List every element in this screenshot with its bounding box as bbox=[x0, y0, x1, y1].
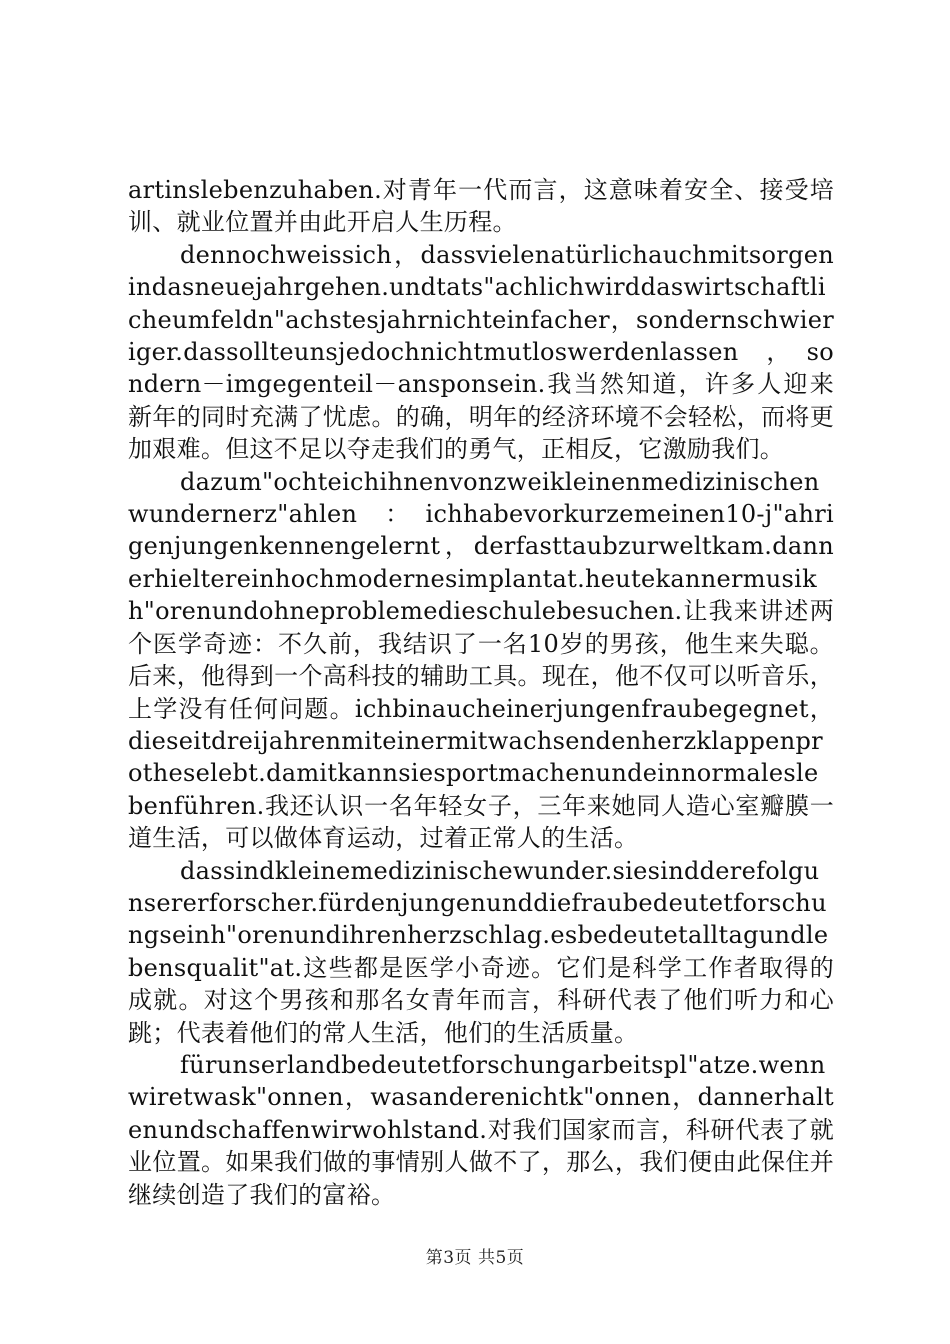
body-text bbox=[128, 174, 834, 1211]
paragraph-1: artinslebenzuhaben.对青年一代而言，这意味着安全、接受培训、就业位置并由此开启人生历程。 bbox=[128, 176, 834, 237]
paragraph-4: dassindkleinemedizinischewunder.siesindderefolgunsererforscher.fürdenjungenunddiefraubedeutetforschungseinh"orenundihrenherzschlag.esbedeutetalltagundlebensqualit"at.这些都是医学小奇迹。它们是科学工作者取得的成就。对这个男孩和那名女青年而言，科研代表了他们听力和心跳；代表着他们的常人生活，他们的生活质量。 bbox=[128, 856, 834, 1047]
paragraph-5: fürunserlandbedeutetforschungarbeitspl"atze.wennwiretwask"onnen，wasanderenichtk"onnen，dannerhaltenundschaffenwirwohlstand.对我们国家而言，科研代表了就业位置。如果我们做的事情别人做不了，那么，我们便由此保住并继续创造了我们的富裕。 bbox=[128, 1050, 834, 1209]
paragraph-2: dennochweissich，dassvielenatürlichauchmitsorgenindasneuejahrgehen.undtats"achlichwirddaswirtschaftlicheumfeldn"achstesjahrnichteinfacher，sondernschwieriger.dassollteunsjedochnichtmutloswerdenlassen ， sondern－imgegenteil－ansponsein.我当然知道，许多人迎来新年的同时充满了忧虑。的确，明年的经济环境不会轻松，而将更加艰难。但这不足以夺走我们的勇气，正相反，它激励我们。 bbox=[128, 240, 834, 464]
paragraph-3: dazum"ochteichihnenvonzweikleinenmedizinischenwundernerz"ahlen ： ichhabevorkurzemeinen10-j"ahrigenjungenkennengelernt，derfasttaubzurweltkam.dannerhieltereinhochmodernesimplantat.heutekannermusikh"orenundohneproblemedieschulebesuchen.让我来讲述两个医学奇迹：不久前，我结识了一名10岁的男孩，他生来失聪。后来，他得到一个高科技的辅助工具。现在，他不仅可以听音乐，上学没有任何问题。ichbinaucheinerjungenfraubegegnet，dieseitdreijahrenmiteinermitwachsendenherzklappenprotheselebt.damitkannsiesportmachenundeinnormaleslebenführen.我还认识一名年轻女子，三年来她同人造心室瓣膜一道生活，可以做体育运动，过着正常人的生活。 bbox=[128, 467, 834, 853]
page-footer: 第3页 共5页 bbox=[425, 1248, 525, 1268]
